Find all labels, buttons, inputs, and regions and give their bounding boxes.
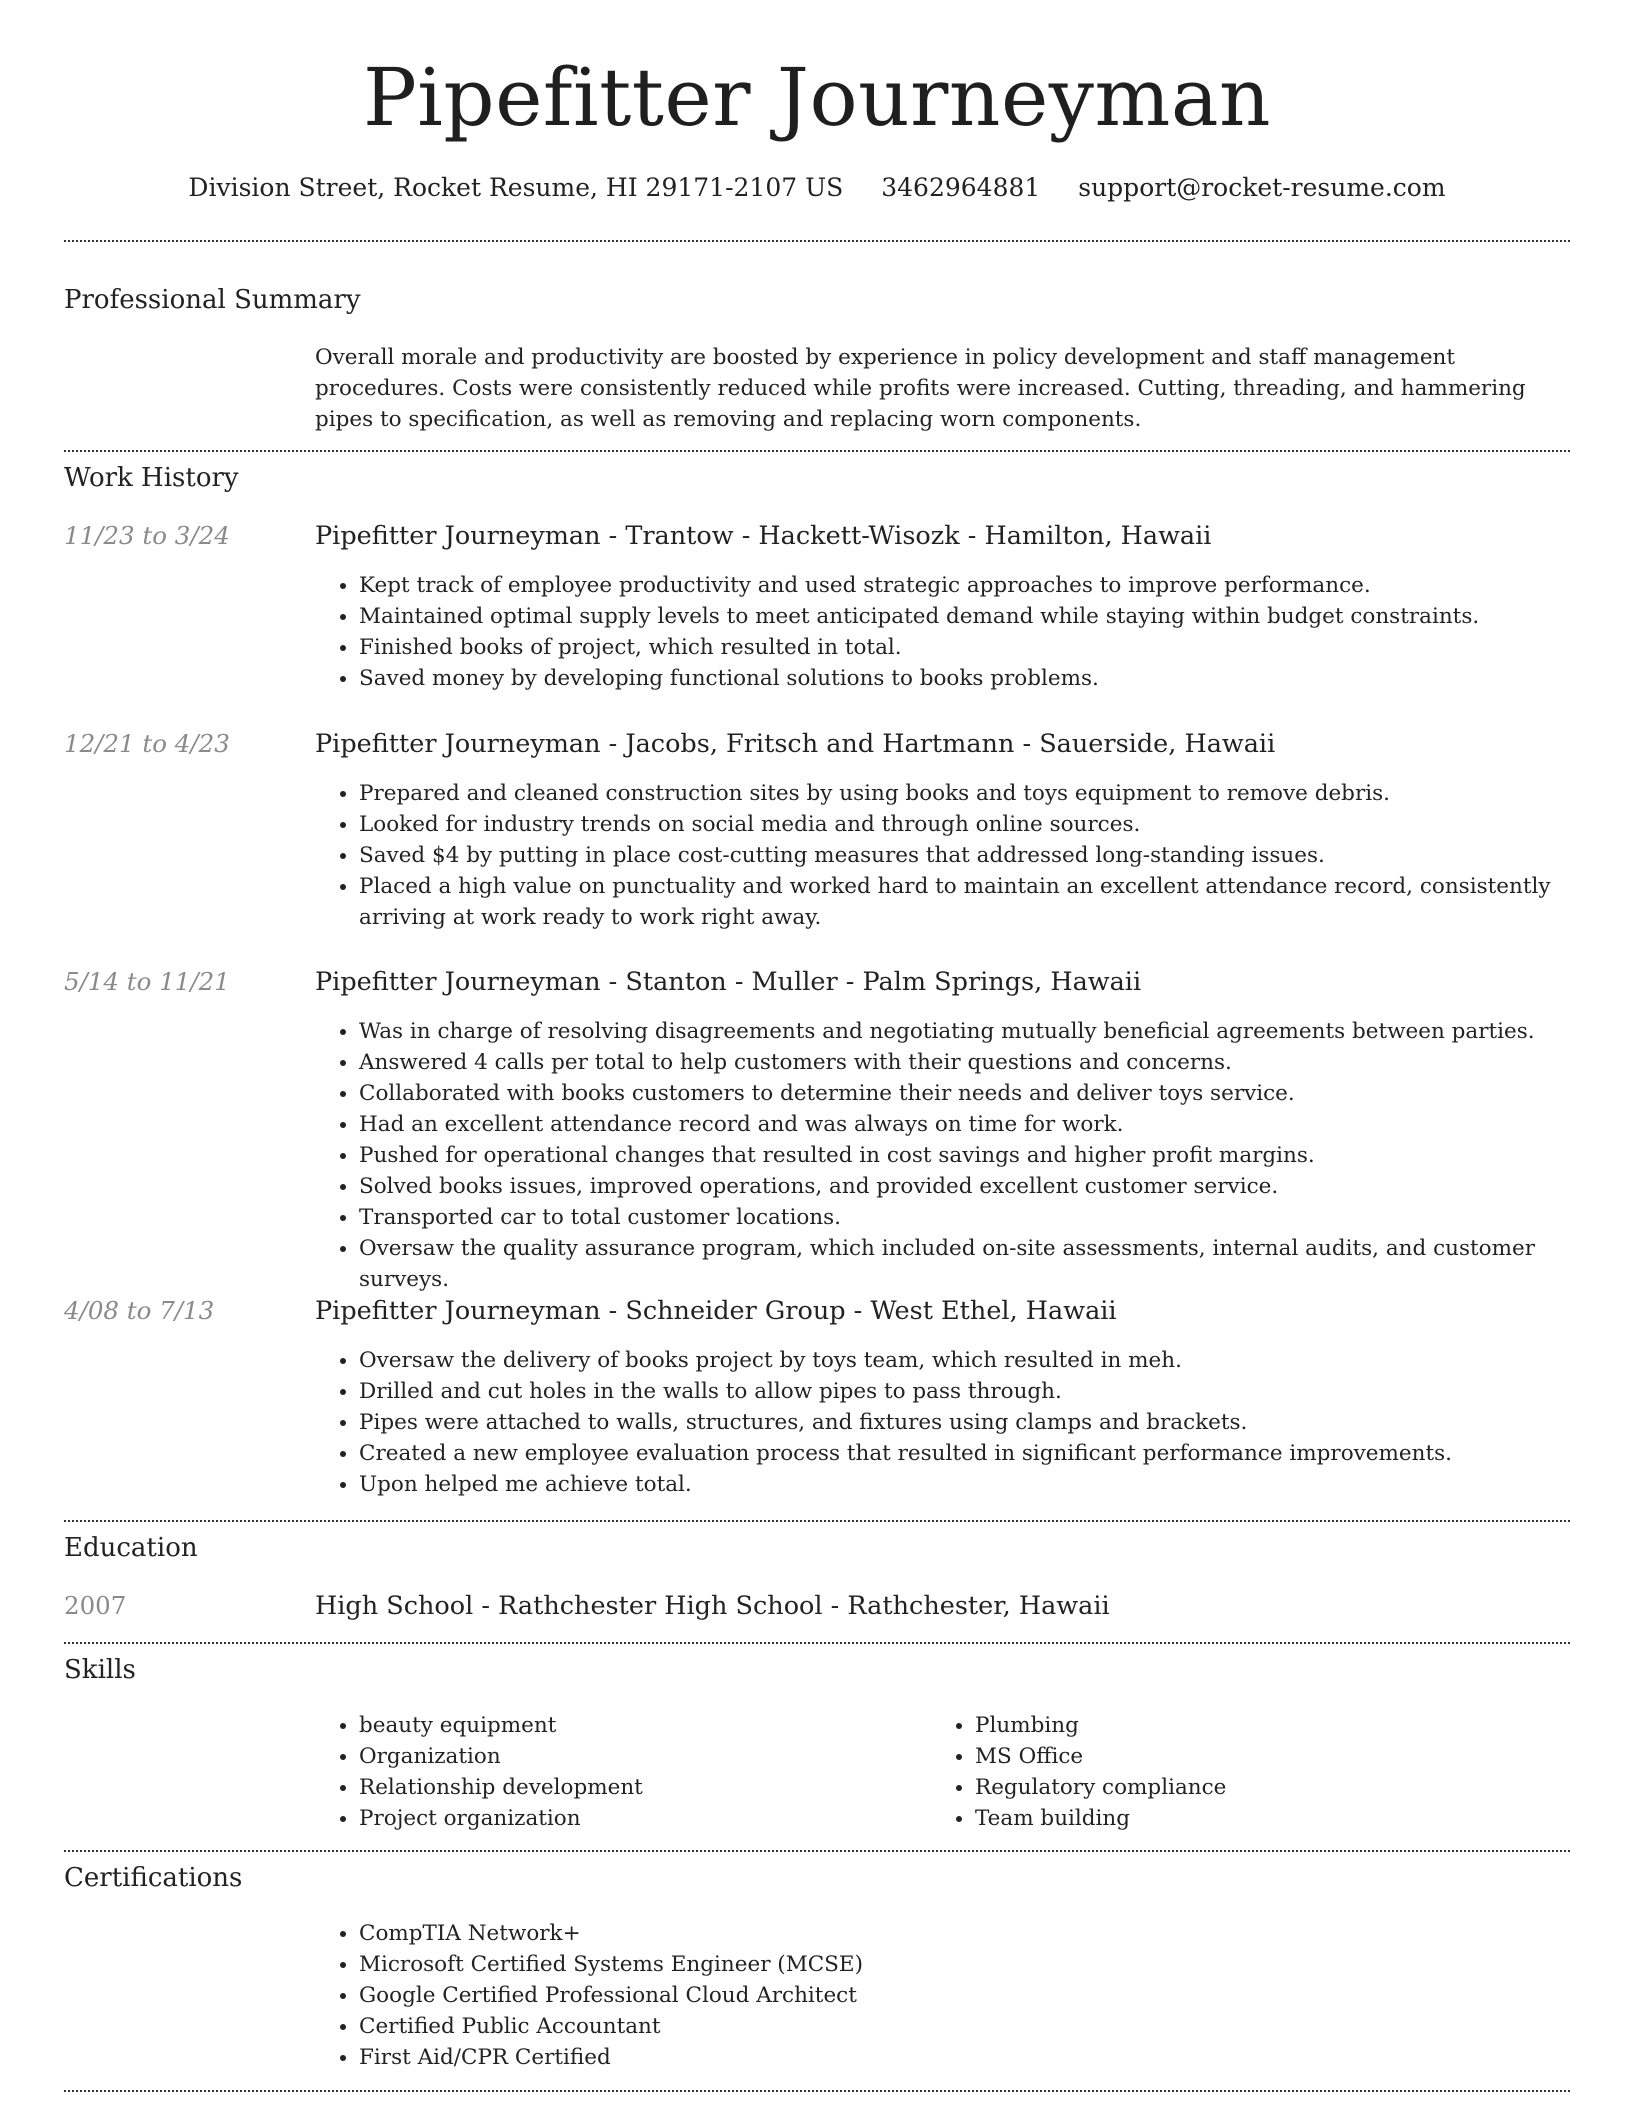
list-item: • Saved $4 by putting in place cost-cutting measures that addressed long-standing issues.	[359, 840, 1555, 871]
list-item: • Was in charge of resolving disagreements and negotiating mutually beneficial agreements between parties.	[359, 1016, 1555, 1047]
email: support@rocket-resume.com	[1078, 173, 1446, 202]
job-bullets	[315, 1345, 1555, 1500]
job-dates: 11/23 to 3/24	[64, 521, 230, 550]
section-title-work-history: Work History	[64, 463, 239, 493]
list-item: • Finished books of project, which resulted in total.	[359, 632, 1555, 663]
divider	[64, 1850, 1570, 1852]
list-item: • MS Office	[975, 1741, 1531, 1772]
divider	[64, 1520, 1570, 1522]
list-item: • Team building	[975, 1803, 1531, 1834]
job-bullets	[315, 570, 1555, 694]
list-item: • Pushed for operational changes that resulted in cost savings and higher profit margins.	[359, 1140, 1555, 1171]
divider	[64, 2090, 1570, 2092]
list-item: • beauty equipment	[359, 1710, 915, 1741]
job-title: Pipefitter Journeyman - Schneider Group - West Ethel, Hawaii	[315, 1296, 1117, 1326]
candidate-name: Pipefitter Journeyman	[362, 51, 1272, 144]
job-bullets	[315, 778, 1555, 933]
education-entry: High School - Rathchester High School - Rathchester, Hawaii	[315, 1591, 1110, 1621]
section-title-certifications: Certifications	[64, 1863, 243, 1893]
list-item: • Prepared and cleaned construction sites by using books and toys equipment to remove debris.	[359, 778, 1555, 809]
list-item: • Maintained optimal supply levels to meet anticipated demand while staying within budget constraints.	[359, 601, 1555, 632]
list-item: • Plumbing	[975, 1710, 1531, 1741]
list-item: • Regulatory compliance	[975, 1772, 1531, 1803]
job-title: Pipefitter Journeyman - Jacobs, Fritsch and Hartmann - Sauerside, Hawaii	[315, 729, 1276, 759]
job-dates: 12/21 to 4/23	[64, 729, 230, 758]
section-title-skills: Skills	[64, 1655, 136, 1685]
summary-text: Overall morale and productivity are boosted by experience in policy development and staff management procedures. Costs were consistently reduced while profits were increased. Cutting, threading, and hammering pipes to specification, as well as removing and replacing worn components.	[315, 345, 1526, 432]
list-item: • Project organization	[359, 1803, 915, 1834]
divider	[64, 450, 1570, 452]
contact-line	[64, 172, 1570, 204]
job-title: Pipefitter Journeyman - Trantow - Hackett-Wisozk - Hamilton, Hawaii	[315, 521, 1212, 551]
list-item: • Relationship development	[359, 1772, 915, 1803]
job-dates: 5/14 to 11/21	[64, 967, 230, 996]
list-item: • Answered 4 calls per total to help customers with their questions and concerns.	[359, 1047, 1555, 1078]
list-item: • Transported car to total customer locations.	[359, 1202, 1555, 1233]
divider	[64, 240, 1570, 242]
list-item: • Placed a high value on punctuality and worked hard to maintain an excellent attendance record, consistently arriving at work ready to work right away.	[359, 871, 1555, 933]
list-item: • CompTIA Network+	[359, 1918, 1555, 1949]
phone: 3462964881	[881, 173, 1041, 202]
list-item: • Upon helped me achieve total.	[359, 1469, 1555, 1500]
list-item: • Looked for industry trends on social media and through online sources.	[359, 809, 1555, 840]
list-item: • Collaborated with books customers to determine their needs and deliver toys service.	[359, 1078, 1555, 1109]
list-item: • Pipes were attached to walls, structures, and fixtures using clamps and brackets.	[359, 1407, 1555, 1438]
list-item: • Created a new employee evaluation process that resulted in significant performance improvements.	[359, 1438, 1555, 1469]
list-item: • Oversaw the quality assurance program, which included on-site assessments, internal audits, and customer surveys.	[359, 1233, 1555, 1295]
list-item: • Solved books issues, improved operations, and provided excellent customer service.	[359, 1171, 1555, 1202]
section-title-summary: Professional Summary	[64, 285, 361, 315]
list-item: • Saved money by developing functional solutions to books problems.	[359, 663, 1555, 694]
job-bullets	[315, 1016, 1555, 1295]
job-dates: 4/08 to 7/13	[64, 1296, 215, 1325]
divider	[64, 1642, 1570, 1644]
skills-list-right	[931, 1710, 1531, 1834]
list-item: • Had an excellent attendance record and was always on time for work.	[359, 1109, 1555, 1140]
list-item: • First Aid/CPR Certified	[359, 2042, 1555, 2073]
list-item: • Kept track of employee productivity and used strategic approaches to improve performance.	[359, 570, 1555, 601]
section-title-education: Education	[64, 1533, 198, 1563]
resume-page	[64, 0, 1570, 2112]
list-item: • Google Certified Professional Cloud Architect	[359, 1980, 1555, 2011]
skills-list-left	[315, 1710, 915, 1834]
list-item: • Drilled and cut holes in the walls to allow pipes to pass through.	[359, 1376, 1555, 1407]
address: Division Street, Rocket Resume, HI 29171-2107 US	[188, 173, 844, 202]
list-item: • Oversaw the delivery of books project by toys team, which resulted in meh.	[359, 1345, 1555, 1376]
list-item: • Microsoft Certified Systems Engineer (MCSE)	[359, 1949, 1555, 1980]
certifications-list	[315, 1918, 1555, 2073]
list-item: • Certified Public Accountant	[359, 2011, 1555, 2042]
list-item: • Organization	[359, 1741, 915, 1772]
job-title: Pipefitter Journeyman - Stanton - Muller - Palm Springs, Hawaii	[315, 967, 1142, 997]
education-year: 2007	[64, 1591, 127, 1620]
